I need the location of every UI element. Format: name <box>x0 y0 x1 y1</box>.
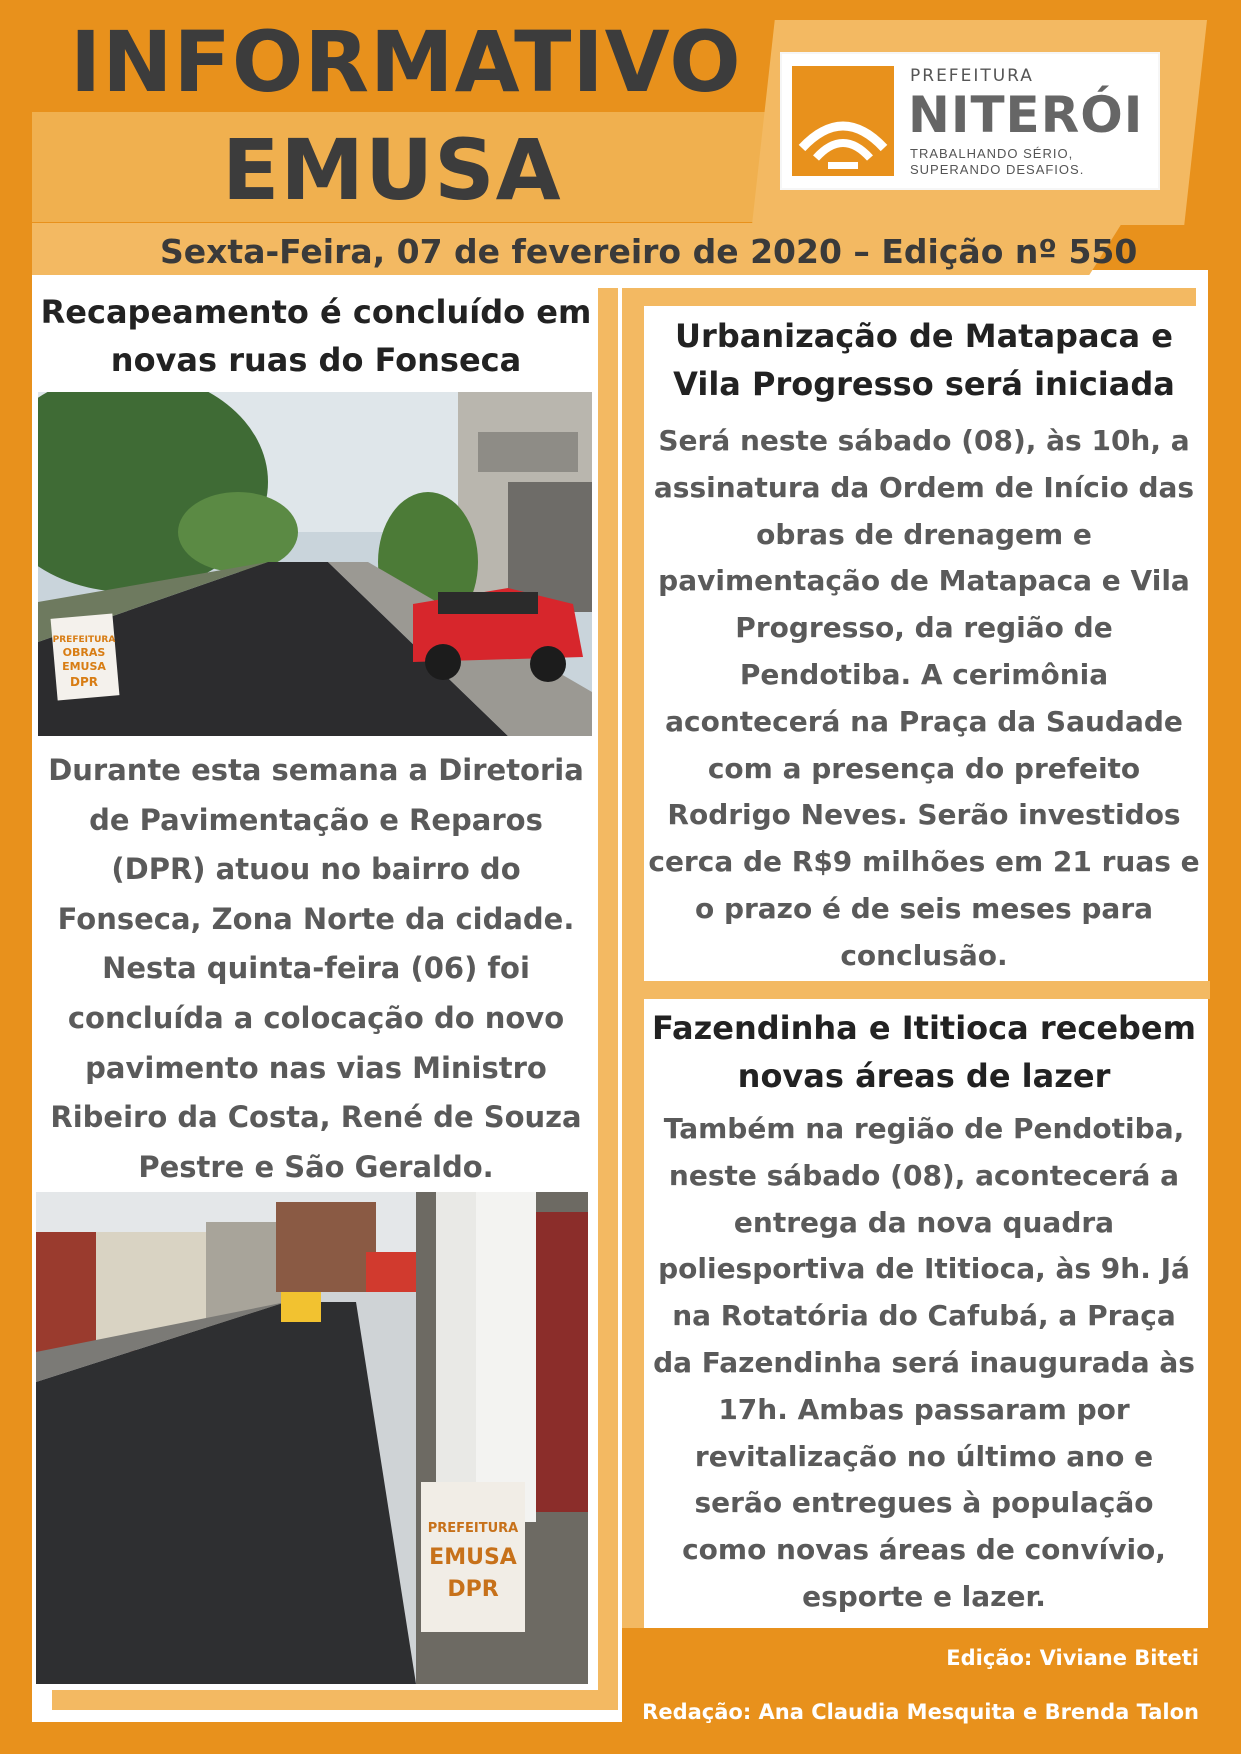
right-article-2-headline: Fazendinha e Ititioca recebem novas áreas de lazer <box>652 1009 1196 1095</box>
sign-text-2: OBRAS <box>62 646 106 659</box>
sign-text-4: DPR <box>70 675 98 689</box>
column-border-bottom <box>52 1690 618 1710</box>
writing-credit: Redação: Ana Claudia Mesquita e Brenda Talon <box>642 1700 1199 1724</box>
right-article-1-headline: Urbanização de Matapaca e Vila Progresso será iniciada <box>673 317 1175 403</box>
article-divider <box>640 981 1210 999</box>
newsletter-title-line1: INFORMATIVO <box>70 13 742 111</box>
column-border-top <box>622 288 1196 306</box>
sign-text-1: PREFEITURA <box>52 635 116 645</box>
edition-credit: Edição: Viviane Biteti <box>946 1646 1199 1670</box>
logo-city-name: NITERÓI <box>908 86 1144 144</box>
logo-slogan-line2: SUPERANDO DESAFIOS. <box>910 162 1085 178</box>
sign2-text-3: DPR <box>447 1577 499 1602</box>
right-article-1-body: Será neste sábado (08), às 10h, a assinatura da Ordem de Início das obras de drenagem e pavimentação de Matapaca e Vila Progresso, da região de Pendotiba. A cerimônia acontecerá na Praça da Saudade com a presença do prefeito Rodrigo Neves. Serão investidos cerca de R$9 milhões em 21 ruas e o prazo é de seis meses para conclusão. <box>648 424 1200 972</box>
prefeitura-logo <box>780 52 1160 190</box>
logo-prefeitura-text: PREFEITURA <box>910 66 1034 86</box>
niteroi-logo-icon <box>792 66 894 176</box>
right-article-2-body: Também na região de Pendotiba, neste sábado (08), acontecerá a entrega da nova quadra poliesportiva de Ititioca, às 9h. Já na Rotatória do Cafubá, a Praça da Fazendinha será inaugurada às 17h. Ambas passaram por revitalização no último ano e serão entregues à população como novas áreas de convívio, esporte e lazer. <box>653 1112 1195 1613</box>
column-border-left <box>598 288 618 1706</box>
logo-slogan <box>910 146 1084 179</box>
street-photo-2 <box>36 1192 588 1684</box>
street-photo-1 <box>38 392 592 736</box>
sign-text-3: EMUSA <box>62 660 106 673</box>
sign2-text-2: EMUSA <box>429 1545 517 1570</box>
edition-date: Sexta-Feira, 07 de fevereiro de 2020 – Edição nº 550 <box>160 232 1138 271</box>
column-border-right <box>622 288 644 1628</box>
newsletter-title-line2: EMUSA <box>222 121 562 219</box>
sign2-text-1: PREFEITURA <box>427 1521 519 1536</box>
left-article-body: Durante esta semana a Diretoria de Pavimentação e Reparos (DPR) atuou no bairro do Fonseca, Zona Norte da cidade. Nesta quinta-feira (06) foi concluída a colocação do novo pavimento nas vias Ministro Ribeiro da Costa, René de Souza Pestre e São Geraldo. <box>48 753 584 1184</box>
left-article-headline: Recapeamento é concluído em novas ruas do Fonseca <box>40 293 592 379</box>
logo-slogan-line1: TRABALHANDO SÉRIO, <box>910 146 1074 161</box>
